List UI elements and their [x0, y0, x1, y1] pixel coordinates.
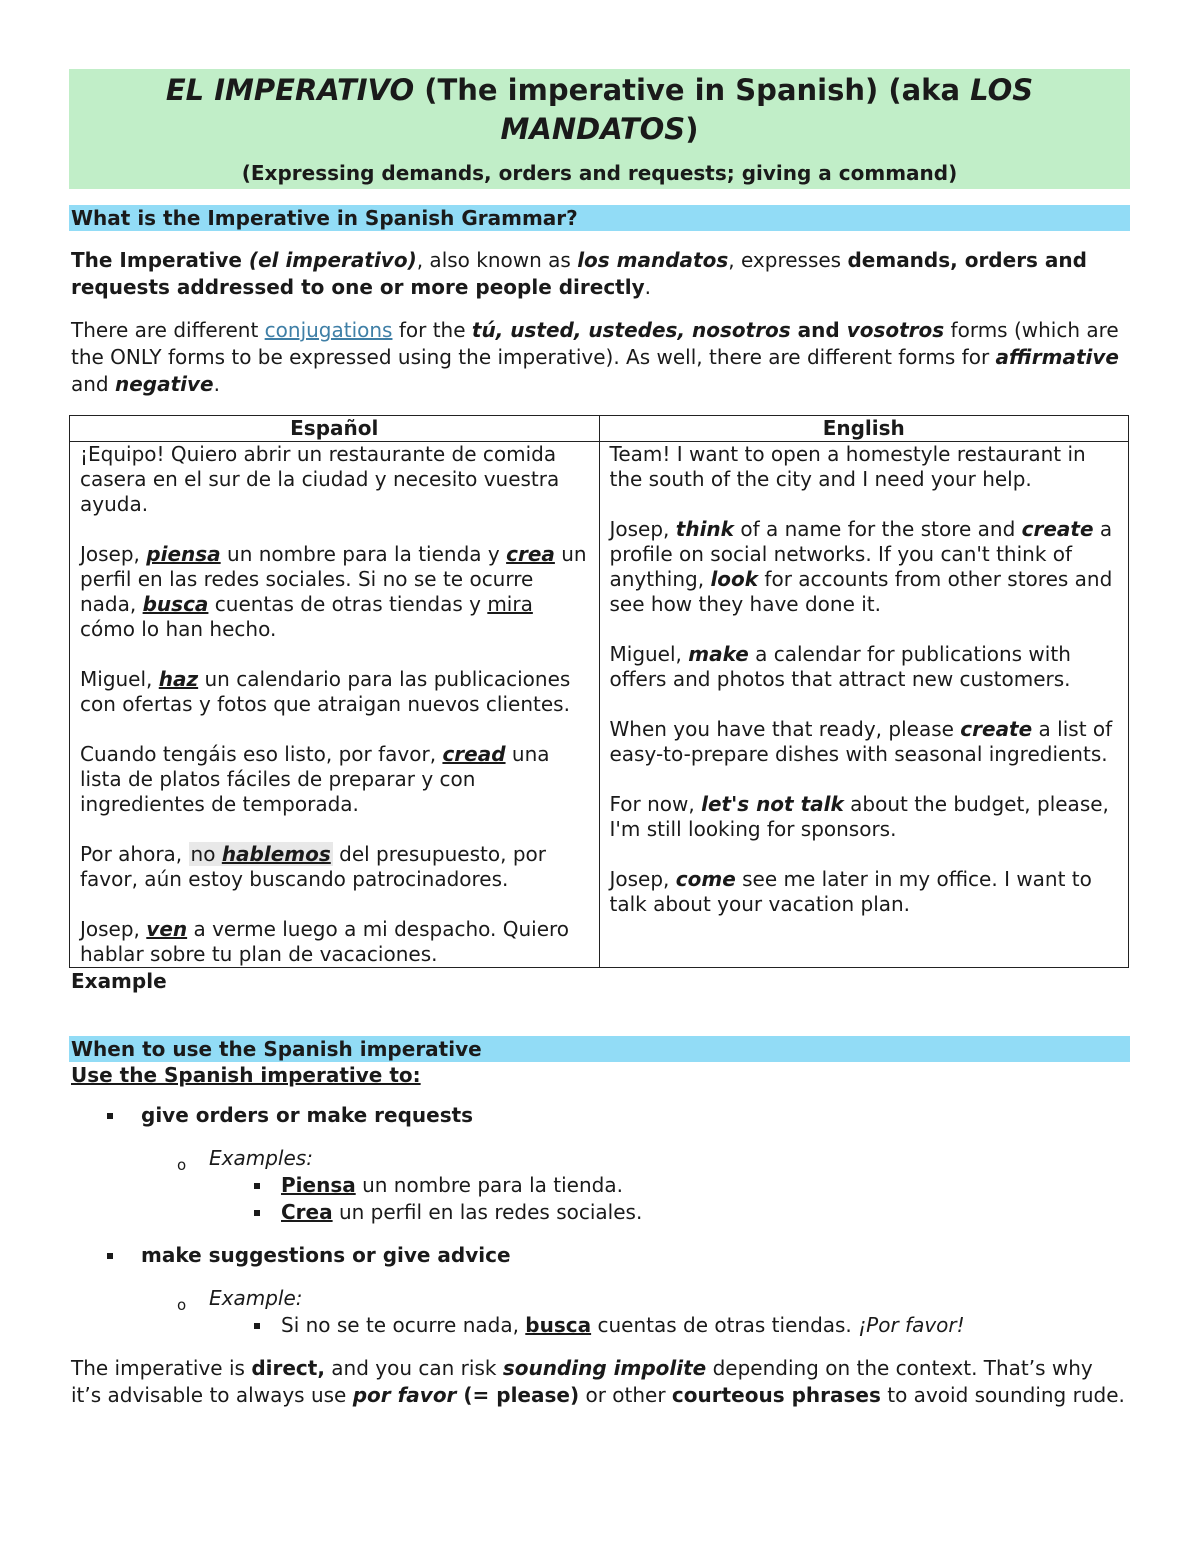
page-title: EL IMPERATIVO (The imperative in Spanish) (aka LOS MANDATOS) — [165, 73, 1034, 146]
circle-bullet-icon: o — [177, 1156, 187, 1174]
en-paragraph: Miguel, make a calendar for publications with offers and photos that attract new customers. — [609, 642, 1071, 691]
square-bullet-icon — [107, 1253, 113, 1259]
es-paragraph: Josep, ven a verme luego a mi despacho. Quiero hablar sobre tu plan de vacaciones. — [80, 917, 570, 966]
en-paragraph: When you have that ready, please create a list of easy-to-prepare dishes with seasonal ingredients. — [609, 717, 1113, 766]
es-paragraph: Miguel, haz un calendario para las publicaciones con ofertas y fotos que atraigan nuevos clientes. — [80, 667, 571, 716]
example-item: Crea un perfil en las redes sociales. — [69, 1199, 1130, 1226]
square-bullet-icon — [254, 1323, 260, 1329]
page-subtitle: (Expressing demands, orders and requests; giving a command) — [241, 161, 958, 185]
intro-paragraph: The Imperative (el imperativo), also known as los mandatos, expresses demands, orders and requests addressed to one or more people directly. — [71, 248, 1087, 299]
es-paragraph: Josep, piensa un nombre para la tienda y crea un perfil en las redes sociales. Si no se te ocurre nada, busca cuentas de otras tiendas y mira cómo lo han hecho. — [80, 542, 587, 641]
es-paragraph: Cuando tengáis eso listo, por favor, cread una lista de platos fáciles de preparar y con ingredientes de temporada. — [80, 742, 550, 816]
square-bullet-icon — [254, 1183, 260, 1189]
english-cell — [599, 442, 1129, 968]
conjugations-link[interactable]: conjugations — [264, 318, 393, 342]
section-heading-when-to-use: When to use the Spanish imperative — [69, 1036, 1130, 1062]
en-paragraph: For now, let's not talk about the budget, please, I'm still looking for sponsors. — [609, 792, 1109, 841]
list-item: make suggestions or give advice o Example: Si no se te ocurre nada, busca cuentas de otras tiendas. ¡Por favor! — [69, 1242, 1130, 1339]
spanish-cell — [70, 442, 600, 968]
example-item: Si no se te ocurre nada, busca cuentas de otras tiendas. ¡Por favor! — [69, 1312, 1130, 1339]
en-paragraph: Josep, come see me later in my office. I want to talk about your vacation plan. — [609, 867, 1092, 916]
column-header-english: English — [599, 416, 1129, 442]
es-paragraph: Por ahora, no hablemos del presupuesto, por favor, aún estoy buscando patrocinadores. — [80, 842, 546, 891]
forms-paragraph: There are different conjugations for the tú, usted, ustedes, nosotros and vosotros forms (which are the ONLY forms to be expressed using the imperative). As well, there are different forms for affirmative and negative. — [71, 318, 1119, 396]
example-item: Piensa un nombre para la tienda. — [69, 1172, 1130, 1199]
section-heading-what-is: What is the Imperative in Spanish Grammar? — [69, 205, 1130, 231]
usage-list — [69, 1102, 1130, 1339]
en-paragraph: Josep, think of a name for the store and create a profile on social networks. If you can't think of anything, look for accounts from other stores and see how they have done it. — [609, 517, 1113, 616]
title-box — [69, 69, 1130, 189]
square-bullet-icon — [107, 1113, 113, 1119]
closing-paragraph: The imperative is direct, and you can risk sounding impolite depending on the context. That’s why it’s advisable to always use por favor (= please) or other courteous phrases to avoid sounding rude. — [71, 1356, 1125, 1407]
en-paragraph: Team! I want to open a homestyle restaurant in the south of the city and I need your help. — [609, 442, 1086, 491]
sub-list-item: o Examples: — [69, 1145, 1130, 1172]
column-header-spanish: Español — [70, 416, 600, 442]
example-table — [69, 415, 1129, 968]
sub-list-item: o Example: — [69, 1285, 1130, 1312]
section-subheading: Use the Spanish imperative to: — [71, 1063, 421, 1087]
document-page — [69, 69, 1130, 1409]
circle-bullet-icon: o — [177, 1296, 187, 1314]
es-paragraph: ¡Equipo! Quiero abrir un restaurante de comida casera en el sur de la ciudad y necesito vuestra ayuda. — [80, 442, 560, 516]
list-item: give orders or make requests o Examples: Piensa un nombre para la tienda. Crea un perfil en las redes sociales. — [69, 1102, 1130, 1226]
table-caption: Example — [71, 969, 167, 993]
square-bullet-icon — [254, 1210, 260, 1216]
